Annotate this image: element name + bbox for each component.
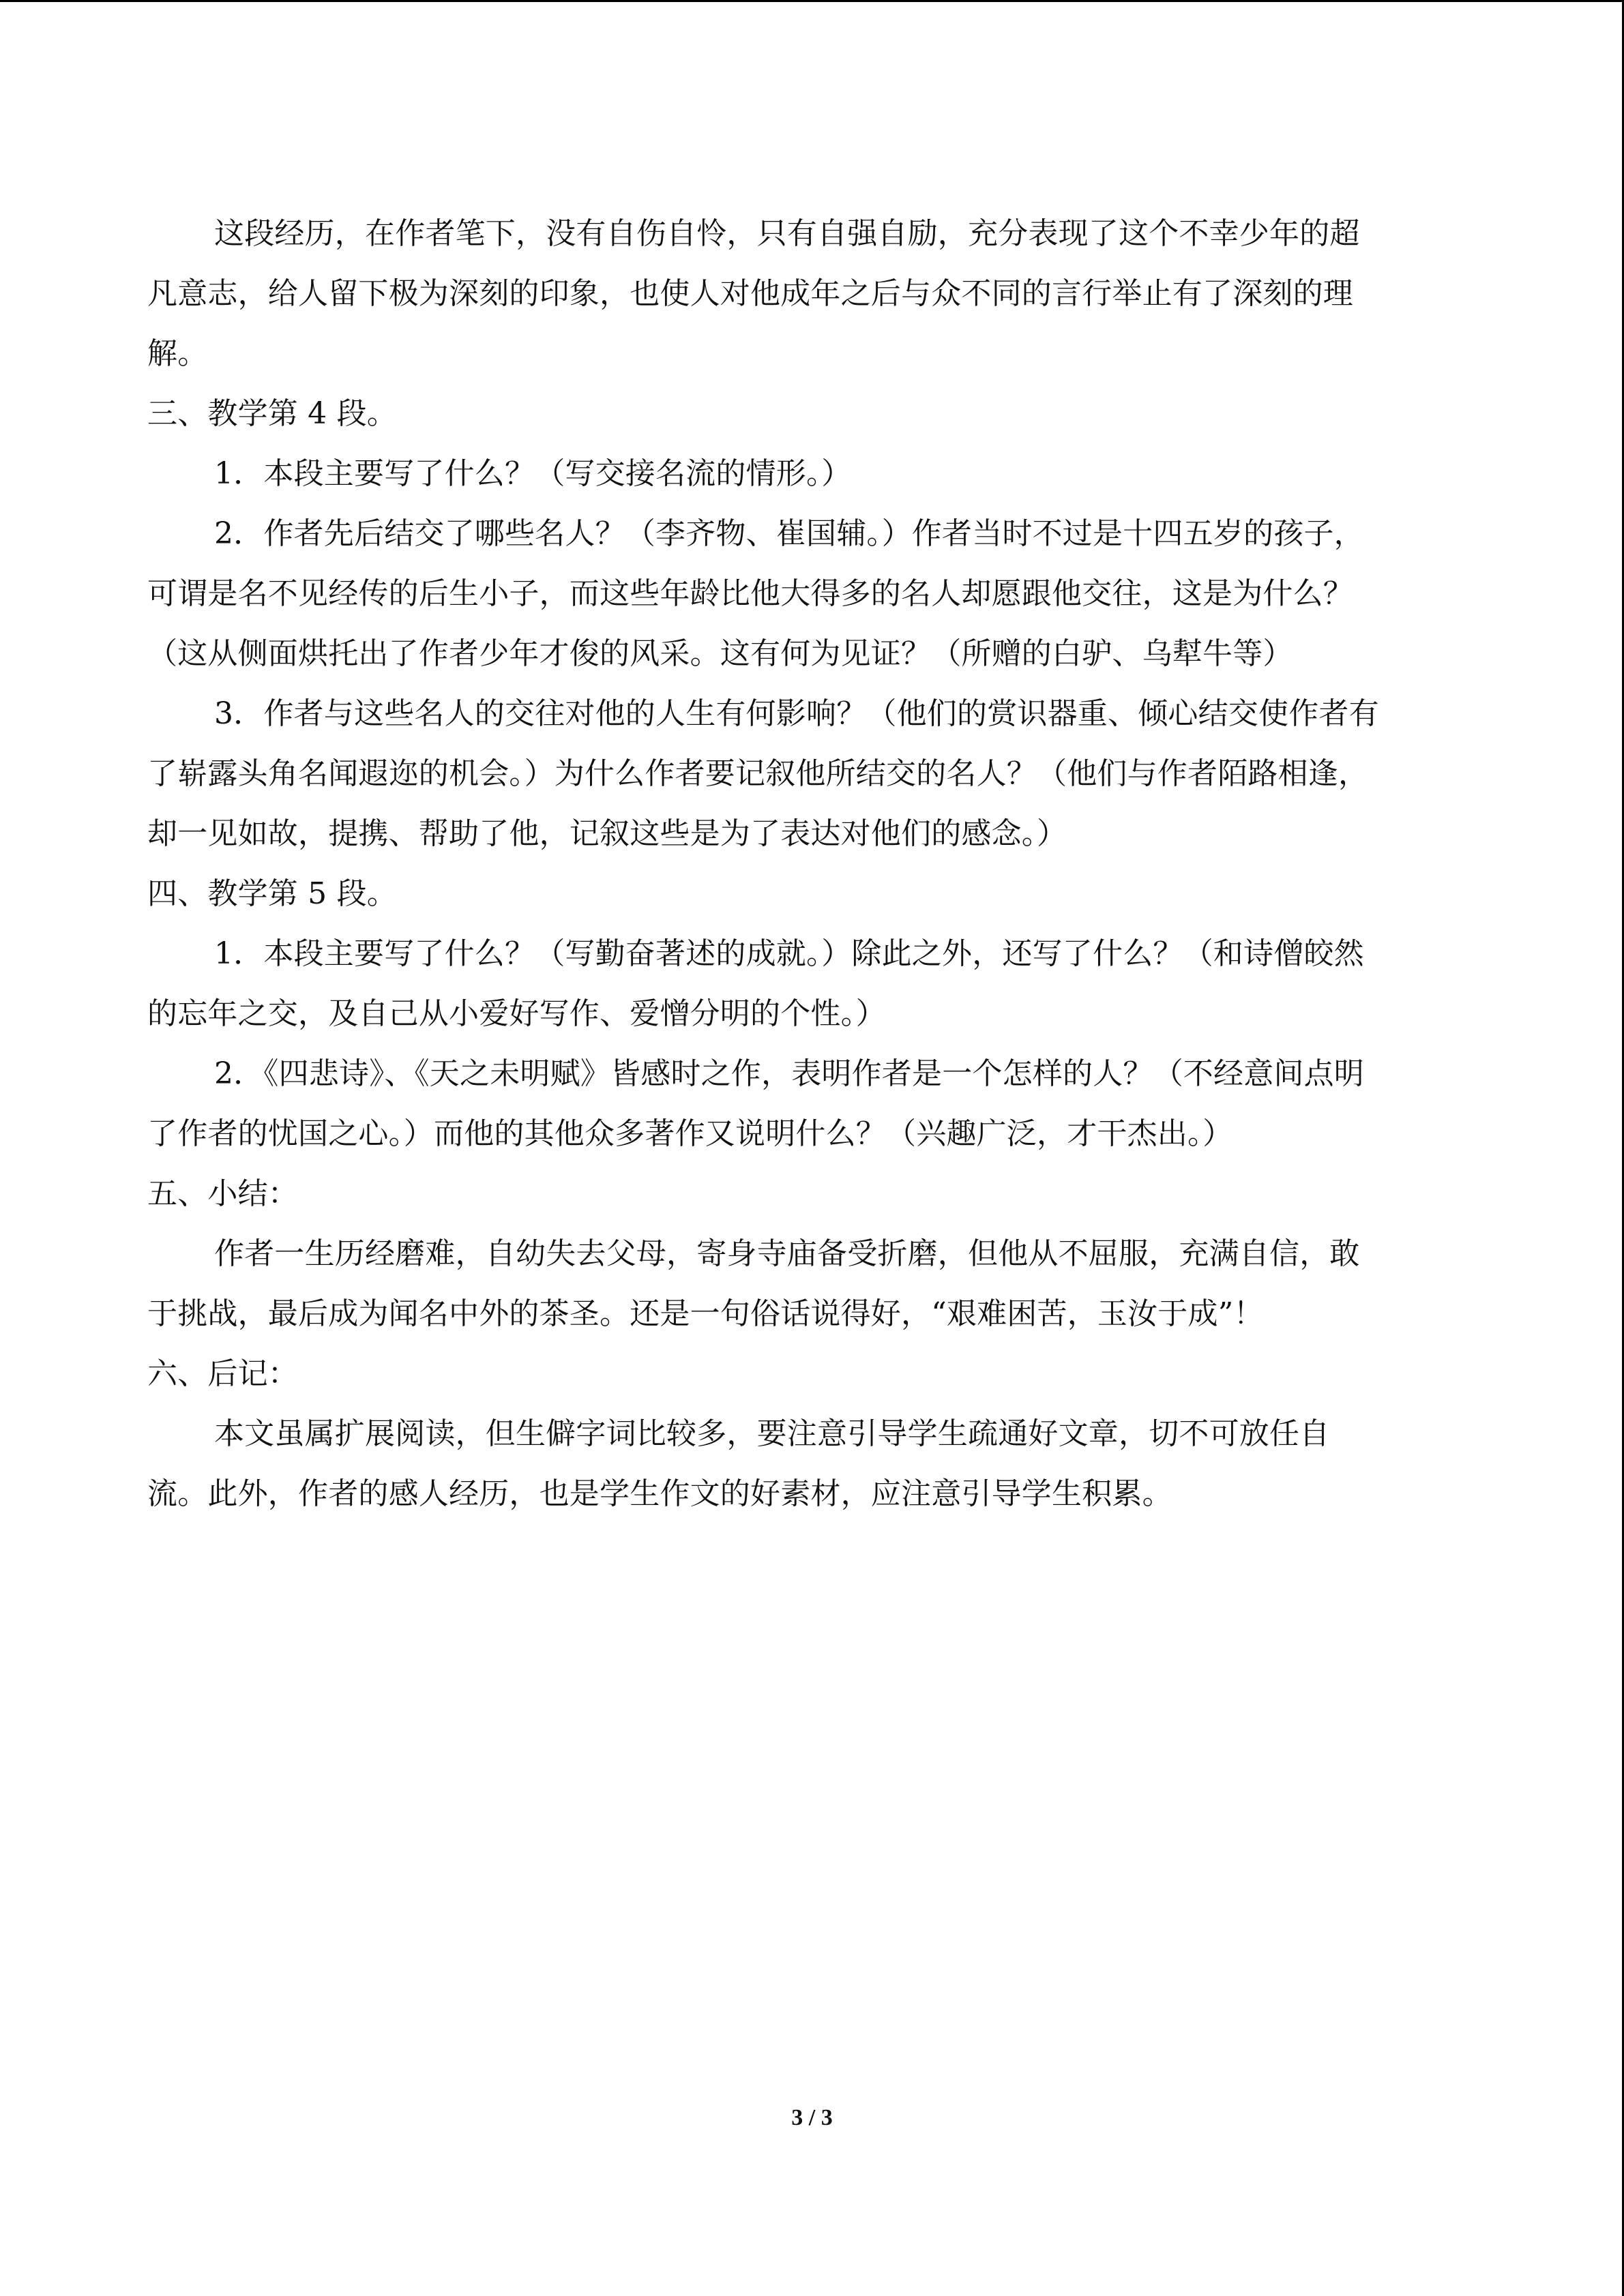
- paragraph-line: 了崭露头角名闻遐迩的机会。）为什么作者要记叙他所结交的名人？（他们与作者陌路相逢，: [147, 756, 1369, 791]
- paragraph-line: 作者一生历经磨难，自幼失去父母，寄身寺庙备受折磨，但他从不屈服，充满自信，敢: [214, 1236, 1360, 1271]
- paragraph-line: 3．作者与这些名人的交往对他的人生有何影响？（他们的赏识器重、倾心结交使作者有: [214, 696, 1379, 731]
- paragraph-line: 了作者的忧国之心。）而他的其他众多著作又说明什么？（兴趣广泛，才干杰出。）: [147, 1116, 1233, 1151]
- section-heading: 六、后记：: [147, 1356, 298, 1391]
- paragraph-line: 的忘年之交，及自己从小爱好写作、爱憎分明的个性。）: [147, 996, 886, 1031]
- page-top-border: [0, 0, 1624, 2]
- paragraph-line: 却一见如故，提携、帮助了他，记叙这些是为了表达对他们的感念。）: [147, 816, 1067, 851]
- paragraph-line: 可谓是名不见经传的后生小子，而这些年龄比他大得多的名人却愿跟他交往，这是为什么？: [147, 576, 1353, 611]
- section-heading: 三、教学第 4 段。: [147, 396, 397, 431]
- paragraph-line: （这从侧面烘托出了作者少年才俊的风采。这有何为见证？（所赠的白驴、乌犎牛等）: [147, 636, 1293, 671]
- paragraph-line: 凡意志，给人留下极为深刻的印象，也使人对他成年之后与众不同的言行举止有了深刻的理: [147, 276, 1353, 311]
- paragraph-line: 解。: [147, 336, 208, 371]
- paragraph-line: 1．本段主要写了什么？（写勤奋著述的成就。）除此之外，还写了什么？（和诗僧皎然: [214, 936, 1364, 971]
- paragraph-line: 于挑战，最后成为闻名中外的茶圣。还是一句俗话说得好，“艰难困苦，玉汝于成”！: [147, 1296, 1264, 1331]
- section-heading: 五、小结：: [147, 1176, 298, 1211]
- paragraph-line: 本文虽属扩展阅读，但生僻字词比较多，要注意引导学生疏通好文章，切不可放任自: [214, 1416, 1330, 1451]
- section-heading: 四、教学第 5 段。: [147, 876, 397, 911]
- paragraph-line: 2．作者先后结交了哪些名人？（李齐物、崔国辅。）作者当时不过是十四五岁的孩子，: [214, 516, 1364, 551]
- paragraph-line: 流。此外，作者的感人经历，也是学生作文的好素材，应注意引导学生积累。: [147, 1476, 1172, 1511]
- page-number: 3 / 3: [791, 2105, 833, 2130]
- paragraph-line: 这段经历，在作者笔下，没有自伤自怜，只有自强自励，充分表现了这个不幸少年的超: [214, 216, 1360, 251]
- paragraph-line: 1．本段主要写了什么？（写交接名流的情形。）: [214, 456, 852, 491]
- paragraph-line: 2．《四悲诗》、《天之未明赋》皆感时之作，表明作者是一个怎样的人？（不经意间点明: [214, 1056, 1364, 1091]
